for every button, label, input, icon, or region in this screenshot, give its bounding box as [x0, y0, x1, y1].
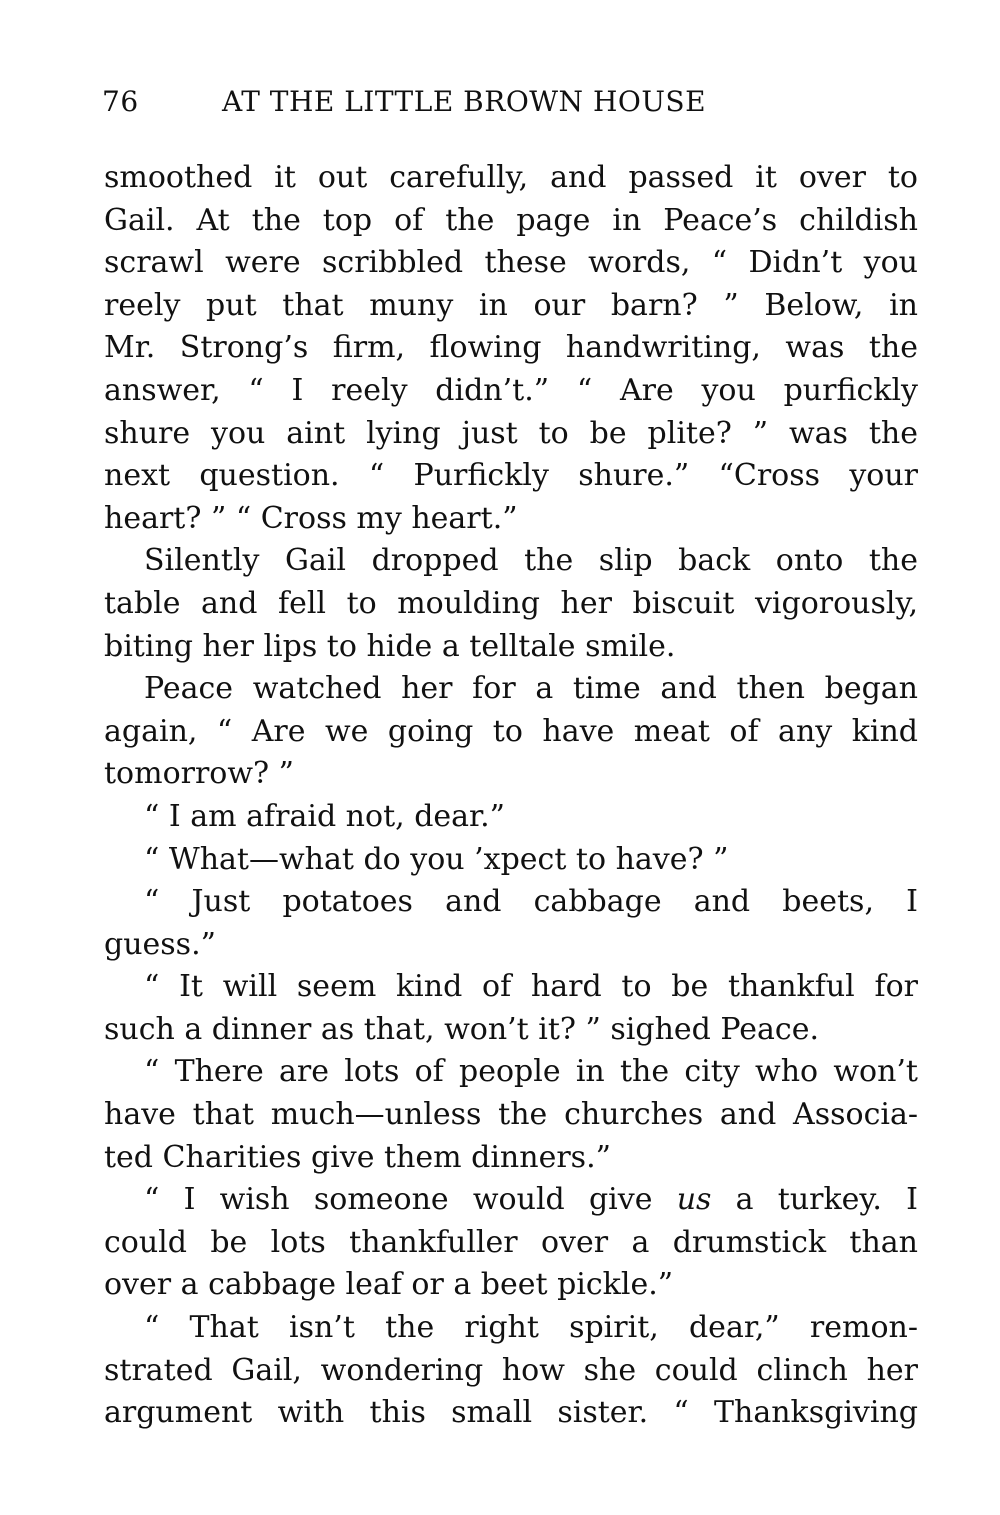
text-line: such a dinner as that, won’t it? ” sighed Peace. — [104, 1011, 819, 1047]
running-head — [102, 80, 822, 124]
text-line: smoothed it out carefully, and passed it over to — [104, 160, 918, 195]
body-text — [104, 157, 918, 1435]
text-line: answer, “ I reely didn’t.” “ Are you purfickly — [104, 372, 918, 408]
text-line — [104, 1179, 918, 1222]
text-line: argument with this small sister. “ Thanksgiving — [104, 1395, 918, 1431]
text-line: over a cabbage leaf or a beet pickle.” — [104, 1267, 674, 1303]
text-segment: “ I wish someone would give — [144, 1182, 677, 1218]
text-line: Silently Gail dropped the slip back onto the — [144, 543, 918, 579]
text-line: could be lots thankfuller over a drumstick than — [104, 1224, 918, 1260]
running-title: AT THE LITTLE BROWN HOUSE — [222, 85, 707, 118]
text-line: shure you aint lying just to be plite? ” was the — [104, 415, 918, 451]
text-line: guess.” — [104, 926, 216, 962]
italic-word: us — [676, 1182, 712, 1218]
text-line: “ I am afraid not, dear.” — [144, 798, 505, 834]
text-line: Mr. Strong’s firm, flowing handwriting, was the — [104, 330, 918, 366]
page-number: 76 — [102, 85, 139, 118]
text-line: scrawl were scribbled these words, “ Didn’t you — [104, 245, 918, 281]
text-line: heart? ” “ Cross my heart.” — [104, 500, 518, 536]
text-line: tomorrow? ” — [104, 756, 295, 792]
text-line: “ What—what do you ’xpect to have? ” — [144, 841, 729, 877]
text-line: “ Just potatoes and cabbage and beets, I — [144, 884, 918, 920]
text-line: Gail. At the top of the page in Peace’s childish — [104, 202, 918, 238]
text-line: “ That isn’t the right spirit, dear,” remon- — [144, 1310, 918, 1346]
text-line: “ It will seem kind of hard to be thankful for — [144, 969, 918, 1005]
text-line: reely put that muny in our barn? ” Below, in — [104, 287, 918, 323]
text-line: “ There are lots of people in the city who won’t — [144, 1054, 918, 1090]
text-line: have that much—unless the churches and Associa- — [104, 1097, 918, 1133]
text-line: table and fell to moulding her biscuit vigorously, — [104, 585, 918, 621]
text-line: next question. “ Purfickly shure.” “Cross your — [104, 458, 918, 494]
text-line: biting her lips to hide a telltale smile. — [104, 628, 676, 664]
text-line: again, “ Are we going to have meat of any kind — [104, 713, 918, 749]
text-segment: a turkey. I — [711, 1182, 918, 1218]
text-line: ted Charities give them dinners.” — [104, 1139, 611, 1175]
text-line: Peace watched her for a time and then began — [144, 671, 918, 707]
text-line: strated Gail, wondering how she could clinch her — [104, 1352, 918, 1388]
